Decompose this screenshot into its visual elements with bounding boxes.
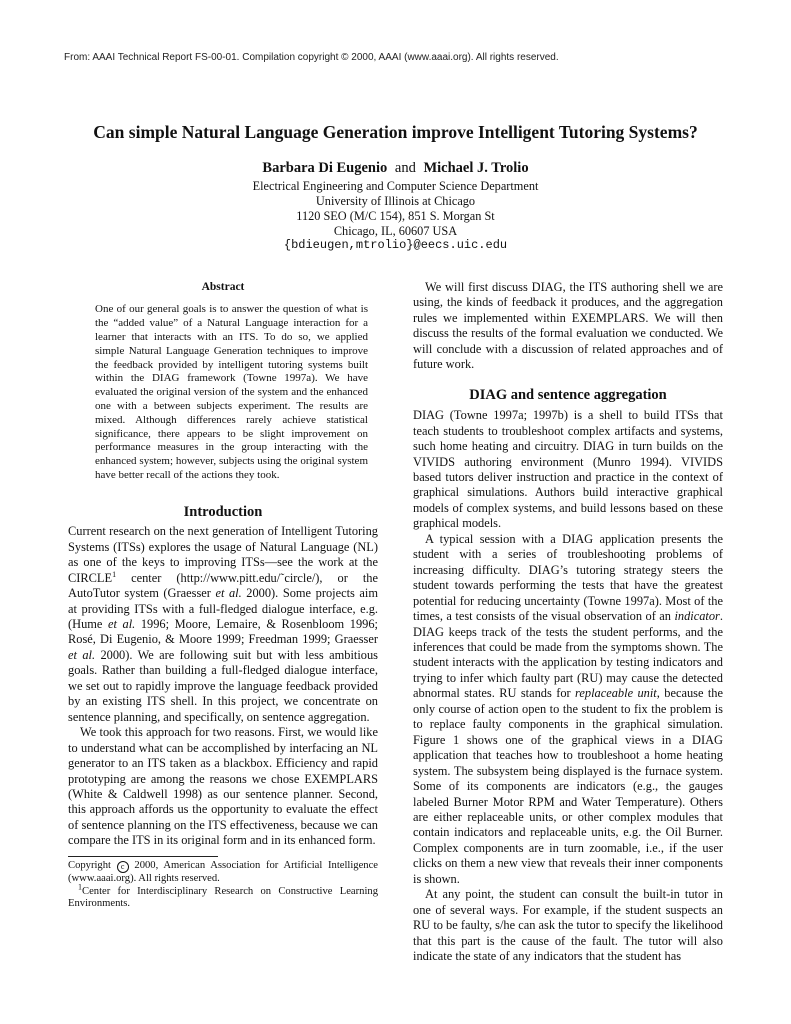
diag-paragraph-3: At any point, the student can consult the built-in tutor in one of several ways. For example, if the student suspects an RU to be faulty, s/he can ask the tutor to specify the likelihood that this part is the cause of the fault. The tutor will also indicate the state of any indicators that the student has [413, 887, 723, 964]
affiliation-university: University of Illinois at Chicago [315, 194, 476, 208]
diag-section-heading: DIAG and sentence aggregation [469, 386, 667, 403]
abstract-body: One of our general goals is to answer the question of what is the “added value” of a Natural Language interaction for a learner that interacts with an ITS. To do so, we applied simple Natural Language Generation techniques to improve the feedback provided by intelligent tutoring systems built within the DIAG framework (Towne 1997a). We have evaluated the original version of the system and the enhanced one with a between subjects experiment. The results are mixed. Although differences rarely achieve statistical significance, there appears to be slight improvement on performance measures in the group interacting with the enhanced system; however, subjects using the original system have better recall of the actions they took. [95, 303, 368, 482]
author-conjunction: and [394, 160, 416, 176]
introduction-paragraph-2: We took this approach for two reasons. First, we would like to understand what can be accomplished by interfacing an NL generator to an ITS taken as a blackbox. Efficiency and rapid prototyping are among the reasons we chose EXEMPLARS (White & Caldwell 1998) as our sentence planner. Second, this approach affords us the opportunity to evaluate the effect of sentence planning on the ITS effectiveness, because we can compare the ITS in its original form and in its enhanced form. [68, 725, 378, 848]
footnotes [68, 856, 378, 911]
affiliation-email: {bdieugen,mtrolio}@eecs.uic.edu [283, 238, 508, 252]
affiliation-city: Chicago, IL, 60607 USA [333, 224, 458, 238]
author-name: Michael J. Trolio [423, 160, 529, 176]
footnote-1: $^1$Center for Interdisciplinary Research on Constructive Learning Environments. [68, 882, 378, 910]
copyright-symbol: c [117, 861, 129, 873]
abstract-heading: Abstract [201, 281, 245, 293]
author-line [0, 160, 791, 177]
left-column [68, 280, 378, 849]
affiliation-department: Electrical Engineering and Computer Science Department [252, 179, 539, 193]
report-header-note: From: AAAI Technical Report FS-00-01. Compilation copyright © 2000, AAAI (www.aaai.org). All rights reserved. [64, 52, 559, 63]
author-name: Barbara Di Eugenio [262, 160, 388, 176]
affiliation-address: 1120 SEO (M/C 154), 851 S. Morgan St [296, 209, 495, 223]
footnote-marker: 1 [112, 569, 117, 579]
paper-title: Can simple Natural Language Generation improve Intelligent Tutoring Systems? [93, 122, 698, 142]
diag-paragraph-1: DIAG (Towne 1997a; 1997b) is a shell to build ITSs that teach students to troubleshoot complex artifacts and systems, such home heating and circuitry. DIAG in turn builds on the VIVIDS authoring environment (Munro 1994). VIVIDS based tutors deliver instruction and practice in the context of graphical simulations. Authors build interactive graphical models of complex systems, and build lessons based on these graphical models. [413, 408, 723, 531]
copyright-notice: Copyright c 2000, American Association for Artificial Intelligence (www.aaai.org). All rights reserved. [68, 860, 378, 884]
right-column [413, 280, 723, 964]
introduction-paragraph-1: Current research on the next generation of Intelligent Tutoring Systems (ITSs) explores the usage of Natural Language (NL) as one of the keys to improving ITSs—see the work at the CIRCLE$^1$ center (http://www.pitt.edu/˜circle/), or the AutoTutor system (Graesser et al. 2000). Some projects aim at providing ITSs with a full-fledged dialogue interface, e.g. (Hume et al. 1996; Moore, Lemaire, & Rosenbloom 1996; Rosé, Di Eugenio, & Moore 1999; Freedman 1999; Graesser et al. 2000). We are following suit but with less ambitious goals. Rather than building a full-fledged dialogue interface, we set out to rapidly improve the language feedback provided by an existing ITS shell. In this project, we concentrate on sentence planning, and specifically, on sentence aggregation. [68, 524, 378, 724]
diag-paragraph-2: A typical session with a DIAG application presents the student with a series of troubleshooting problems of increasing difficulty. DIAG’s tutoring strategy steers the student towards performing the tests that have the greatest potential for reducing uncertainty (Towne 1997a). Most of the times, a test consists of the visual observation of an indicator. DIAG keeps track of the tests the student performs, and the inferences that could be made from the symptoms shown. The student interacts with the application by testing indicators and trying to infer which faulty part (RU) may cause the detected abnormal states. RU stands for replaceable unit, because the only course of action open to the student to fix the problem is to replace faulty components in the graphical simulation. Figure 1 shows one of the graphical views in a DIAG application that teaches how to troubleshoot a home heating system. The subsystem being displayed is the furnace system. Some of its components are indicators (e.g., the gauges labeled Burner Motor RPM and Water Temperature). Others are either replaceable units, or other complex modules that contain indicators and replaceable units, e.g. the Oil Burner. Complex components are in turn zoomable, i.e., if the user clicks on them a new view that reveals their inner components is shown. [413, 531, 723, 886]
intro-continuation-paragraph: We will first discuss DIAG, the ITS authoring shell we are using, the kinds of feedback it produces, and the aggregation rules we implemented within EXEMPLARS. We will then discuss the results of the formal evaluation we conducted. We will conclude with a discussion of related approaches and of future work. [413, 280, 723, 372]
introduction-heading: Introduction [183, 503, 263, 520]
footnote-rule [68, 856, 218, 857]
